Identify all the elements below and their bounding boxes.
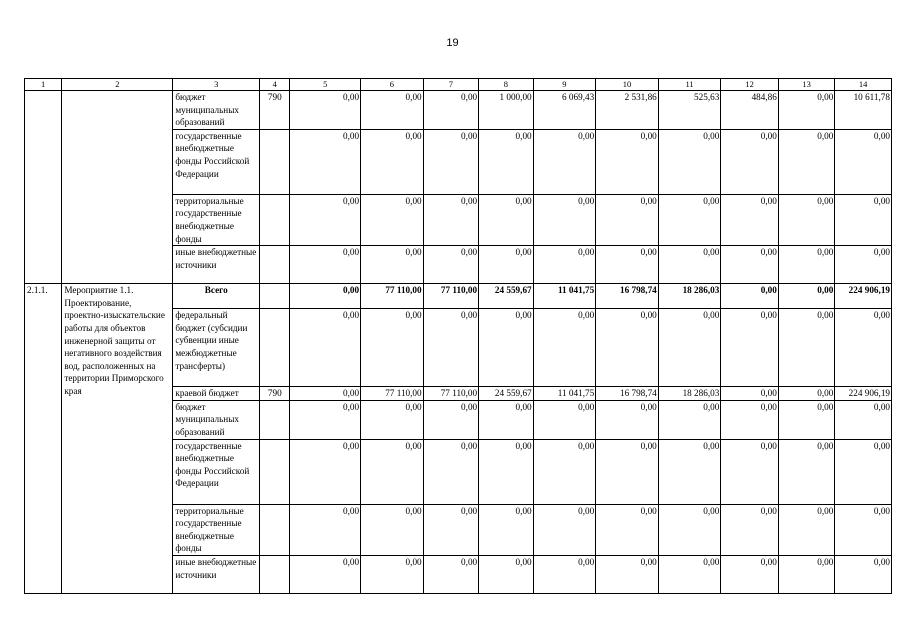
amount-cell: 0,00 [658,439,721,504]
amount-cell: 0,00 [290,194,361,245]
amount-cell: 0,00 [361,309,424,387]
amount-cell: 0,00 [835,555,892,593]
amount-cell: 0,00 [721,387,779,401]
amount-cell: 0,00 [596,246,659,284]
amount-cell: 0,00 [533,246,596,284]
amount-cell: 6 069,43 [533,91,596,130]
column-number-7: 7 [423,79,479,91]
column-number-10: 10 [596,79,659,91]
amount-cell: 0,00 [533,309,596,387]
amount-cell: 0,00 [361,91,424,130]
amount-cell: 0,00 [658,194,721,245]
page-number: 19 [446,37,459,49]
amount-cell: 10 611,78 [835,91,892,130]
column-number-9: 9 [533,79,596,91]
budget-code [260,504,290,555]
amount-cell: 0,00 [778,284,835,309]
column-number-4: 4 [260,79,290,91]
budget-code [260,309,290,387]
amount-cell: 0,00 [423,400,479,439]
funding-source: краевой бюджет [173,387,260,401]
amount-cell: 0,00 [290,246,361,284]
column-number-2: 2 [62,79,173,91]
amount-cell: 0,00 [290,555,361,593]
table-row [25,284,892,309]
amount-cell: 0,00 [361,129,424,194]
funding-source: федеральный бюджет (субсидии субвенции иные межбюджетные трансферты) [173,309,260,387]
amount-cell: 0,00 [596,309,659,387]
amount-cell: 0,00 [479,439,534,504]
amount-cell: 24 559,67 [479,284,534,309]
column-number-row [25,79,892,91]
funding-source: Всего [173,284,260,309]
funding-source: бюджет муниципальных образований [173,400,260,439]
amount-cell: 0,00 [658,129,721,194]
amount-cell: 0,00 [533,439,596,504]
amount-cell: 0,00 [721,439,779,504]
funding-source: территориальные государственные внебюджетные фонды [173,194,260,245]
amount-cell: 77 110,00 [361,387,424,401]
funding-source: бюджет муниципальных образований [173,91,260,130]
amount-cell: 525,63 [658,91,721,130]
funding-source: иные внебюджетные источники [173,246,260,284]
amount-cell: 0,00 [361,194,424,245]
amount-cell: 484,86 [721,91,779,130]
amount-cell: 0,00 [778,309,835,387]
amount-cell: 77 110,00 [423,387,479,401]
amount-cell: 0,00 [835,439,892,504]
amount-cell: 0,00 [658,246,721,284]
amount-cell: 0,00 [423,309,479,387]
funding-source: иные внебюджетные источники [173,555,260,593]
amount-cell: 0,00 [361,504,424,555]
budget-code [260,400,290,439]
amount-cell: 0,00 [721,309,779,387]
amount-cell: 0,00 [361,400,424,439]
event-name-empty [62,91,173,284]
amount-cell: 24 559,67 [479,387,534,401]
row-number-empty [25,91,62,284]
amount-cell: 0,00 [835,309,892,387]
column-number-6: 6 [361,79,424,91]
table-row [25,91,892,130]
amount-cell: 0,00 [596,439,659,504]
column-number-14: 14 [835,79,892,91]
amount-cell: 0,00 [658,504,721,555]
amount-cell: 0,00 [596,400,659,439]
amount-cell: 16 798,74 [596,387,659,401]
budget-code: 790 [260,387,290,401]
amount-cell: 0,00 [423,194,479,245]
amount-cell: 0,00 [423,129,479,194]
amount-cell: 0,00 [596,194,659,245]
funding-source: территориальные государственные внебюджетные фонды [173,504,260,555]
amount-cell: 0,00 [721,555,779,593]
amount-cell: 0,00 [721,129,779,194]
amount-cell: 0,00 [778,91,835,130]
amount-cell: 0,00 [533,400,596,439]
budget-code [260,129,290,194]
amount-cell: 0,00 [290,91,361,130]
amount-cell: 0,00 [533,194,596,245]
amount-cell: 16 798,74 [596,284,659,309]
amount-cell: 0,00 [533,129,596,194]
amount-cell: 0,00 [290,309,361,387]
amount-cell: 0,00 [778,246,835,284]
funding-source: государственные внебюджетные фонды Российской Федерации [173,129,260,194]
amount-cell: 0,00 [658,400,721,439]
amount-cell: 11 041,75 [533,387,596,401]
amount-cell: 0,00 [423,91,479,130]
amount-cell: 0,00 [778,129,835,194]
amount-cell: 0,00 [835,194,892,245]
amount-cell: 0,00 [596,504,659,555]
amount-cell: 224 906,19 [835,284,892,309]
amount-cell: 0,00 [778,555,835,593]
amount-cell: 18 286,03 [658,284,721,309]
event-number: 2.1.1. [25,284,62,594]
amount-cell: 0,00 [835,504,892,555]
event-name: Мероприятие 1.1. Проектирование, проектно-изыскательские работы для объектов инженерной защиты от негативного воздействия вод, расположенных на территории Приморского края [62,284,173,594]
amount-cell: 0,00 [423,246,479,284]
amount-cell: 0,00 [778,504,835,555]
column-number-12: 12 [721,79,779,91]
amount-cell: 0,00 [479,194,534,245]
amount-cell: 0,00 [290,284,361,309]
amount-cell: 0,00 [658,309,721,387]
table-body [25,79,892,594]
amount-cell: 0,00 [290,129,361,194]
budget-code [260,555,290,593]
amount-cell: 0,00 [479,129,534,194]
amount-cell: 0,00 [658,555,721,593]
amount-cell: 0,00 [721,504,779,555]
amount-cell: 77 110,00 [423,284,479,309]
amount-cell: 0,00 [778,387,835,401]
amount-cell: 1 000,00 [479,91,534,130]
amount-cell: 0,00 [721,246,779,284]
amount-cell: 0,00 [290,504,361,555]
amount-cell: 224 906,19 [835,387,892,401]
amount-cell: 0,00 [533,504,596,555]
amount-cell: 0,00 [290,387,361,401]
column-number-1: 1 [25,79,62,91]
amount-cell: 0,00 [290,439,361,504]
amount-cell: 0,00 [361,246,424,284]
amount-cell: 0,00 [721,194,779,245]
amount-cell: 77 110,00 [361,284,424,309]
column-number-3: 3 [173,79,260,91]
budget-table [24,78,892,594]
funding-source: государственные внебюджетные фонды Российской Федерации [173,439,260,504]
amount-cell: 11 041,75 [533,284,596,309]
budget-code [260,194,290,245]
amount-cell: 0,00 [533,555,596,593]
amount-cell: 0,00 [778,194,835,245]
amount-cell: 0,00 [596,129,659,194]
amount-cell: 0,00 [778,439,835,504]
amount-cell: 0,00 [479,246,534,284]
budget-code [260,284,290,309]
amount-cell: 0,00 [361,439,424,504]
budget-code: 790 [260,91,290,130]
amount-cell: 0,00 [721,284,779,309]
amount-cell: 0,00 [423,504,479,555]
amount-cell: 0,00 [479,504,534,555]
column-number-5: 5 [290,79,361,91]
column-number-8: 8 [479,79,534,91]
amount-cell: 0,00 [596,555,659,593]
amount-cell: 0,00 [361,555,424,593]
amount-cell: 0,00 [423,439,479,504]
amount-cell: 0,00 [835,246,892,284]
amount-cell: 0,00 [290,400,361,439]
amount-cell: 0,00 [423,555,479,593]
amount-cell: 0,00 [721,400,779,439]
amount-cell: 0,00 [778,400,835,439]
budget-code [260,439,290,504]
amount-cell: 2 531,86 [596,91,659,130]
amount-cell: 0,00 [479,400,534,439]
amount-cell: 0,00 [479,555,534,593]
amount-cell: 0,00 [835,400,892,439]
budget-code [260,246,290,284]
amount-cell: 0,00 [479,309,534,387]
column-number-11: 11 [658,79,721,91]
amount-cell: 18 286,03 [658,387,721,401]
column-number-13: 13 [778,79,835,91]
amount-cell: 0,00 [835,129,892,194]
